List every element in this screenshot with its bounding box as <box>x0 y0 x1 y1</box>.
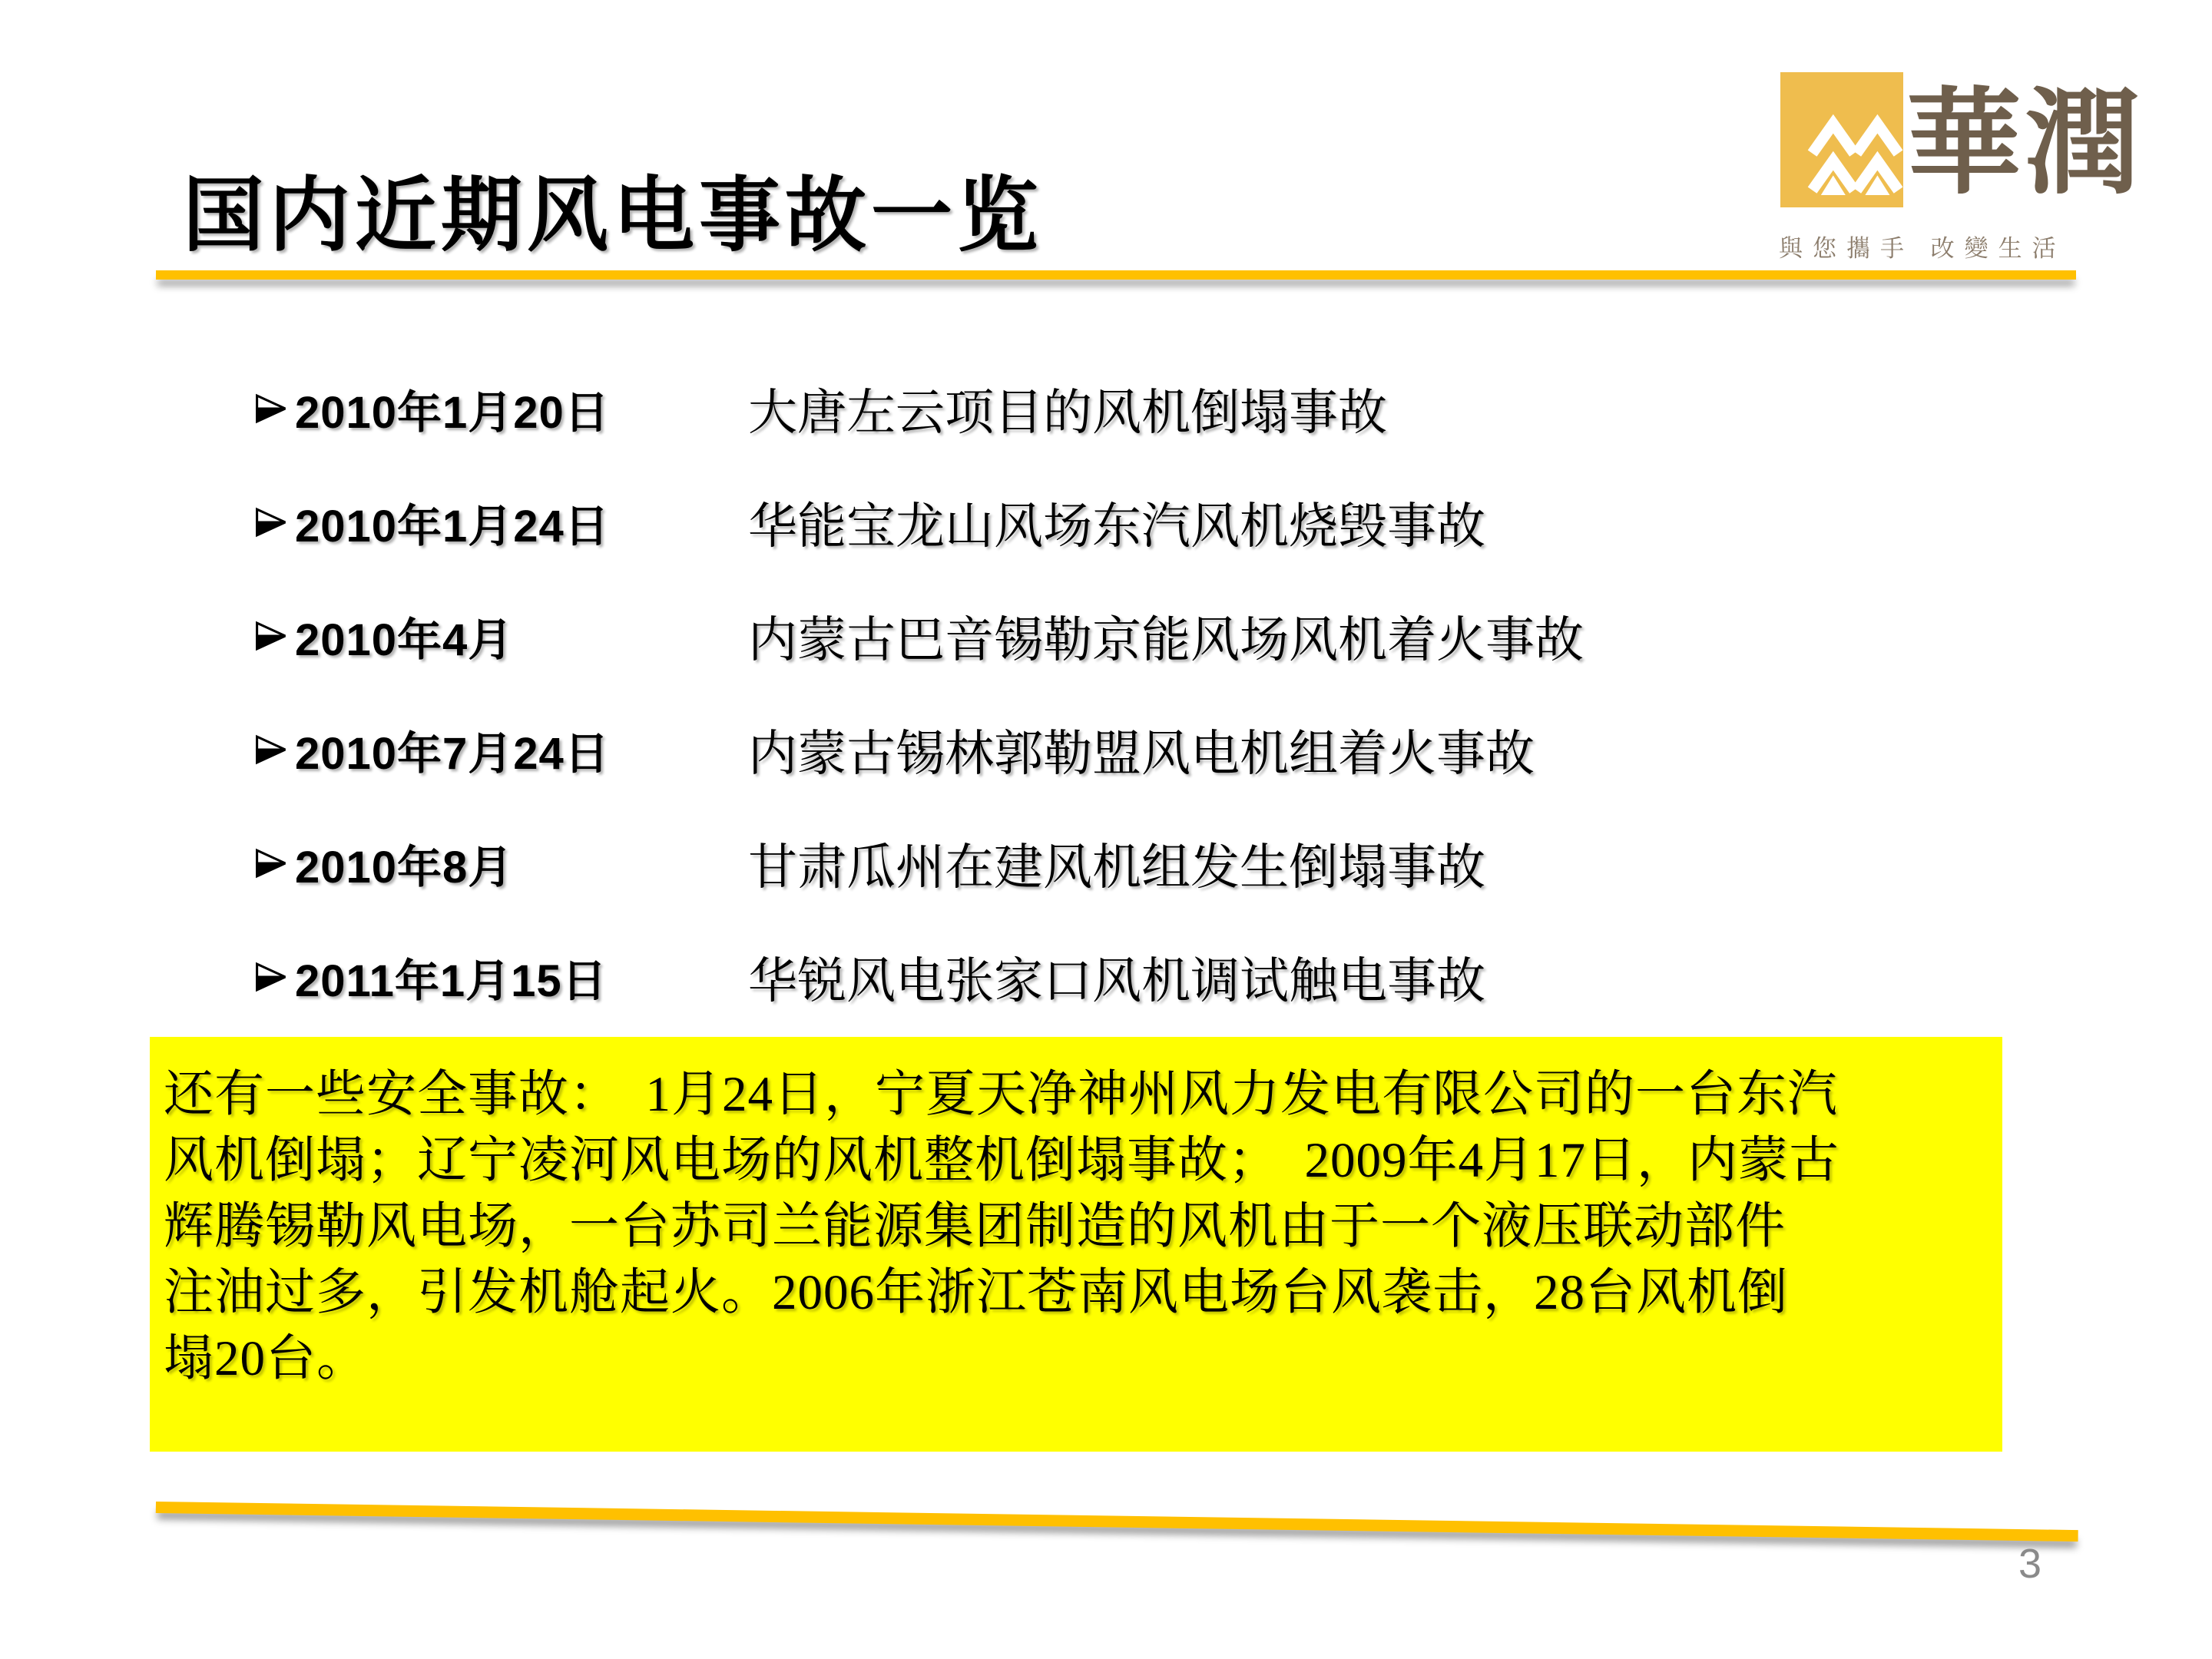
arrow-bullet-icon <box>253 957 289 997</box>
accident-description: 内蒙古锡林郭勒盟风电机组着火事故 <box>748 727 1535 781</box>
arrow-bullet-icon <box>253 389 289 429</box>
accident-date: 2010年8月 <box>295 843 514 892</box>
accident-list <box>253 352 1982 1034</box>
accident-description: 大唐左云项目的风机倒塌事故 <box>748 386 1387 440</box>
list-item <box>253 465 1982 579</box>
arrow-bullet-icon <box>253 502 289 542</box>
logo-tagline: 與您攜手 改變生活 <box>1779 235 2066 262</box>
list-item <box>253 920 1982 1034</box>
china-resources-logo <box>1779 68 2144 262</box>
footer-divider-line <box>156 1502 2078 1541</box>
note-text-line: 塌20台。 <box>164 1331 368 1386</box>
accident-description: 华能宝龙山风场东汽风机烧毁事故 <box>748 499 1485 554</box>
arrow-bullet-icon <box>253 843 289 883</box>
accident-date: 2010年1月20日 <box>295 388 610 438</box>
accident-date: 2011年1月15日 <box>295 956 608 1006</box>
arrow-bullet-icon <box>253 730 289 770</box>
accident-description: 甘肃瓜州在建风机组发生倒塌事故 <box>748 840 1485 895</box>
note-text-line: 风机倒塌；辽宁凌河风电场的风机整机倒塌事故； 2009年4月17日，内蒙古 <box>164 1133 1840 1188</box>
list-item <box>253 693 1982 806</box>
accident-description: 华锐风电张家口风机调试触电事故 <box>748 954 1485 1008</box>
list-item <box>253 579 1982 693</box>
arrow-bullet-icon <box>253 616 289 656</box>
page-title: 国内近期风电事故一览 <box>183 171 1043 261</box>
highlight-note-box <box>150 1037 2002 1452</box>
china-resources-logo-icon <box>1780 71 1903 209</box>
accident-date: 2010年1月24日 <box>295 502 610 551</box>
page-number: 3 <box>2018 1541 2042 1587</box>
list-item <box>253 806 1982 920</box>
note-text-line: 还有一些安全事故： 1月24日，宁夏天净神州风力发电有限公司的一台东汽 <box>164 1067 1839 1122</box>
note-text-line: 辉腾锡勒风电场，一台苏司兰能源集团制造的风机由于一个液压联动部件 <box>164 1199 1786 1254</box>
accident-description: 内蒙古巴音锡勒京能风场风机着火事故 <box>748 613 1584 667</box>
accident-date: 2010年7月24日 <box>295 729 610 779</box>
header-divider-line <box>156 270 2076 280</box>
accident-date: 2010年4月 <box>295 615 514 665</box>
note-text-line: 注油过多，引发机舱起火。2006年浙江苍南风电场台风袭击，28台风机倒 <box>164 1265 1789 1320</box>
logo-brand-name: 華潤 <box>1906 81 2144 208</box>
list-item <box>253 352 1982 465</box>
